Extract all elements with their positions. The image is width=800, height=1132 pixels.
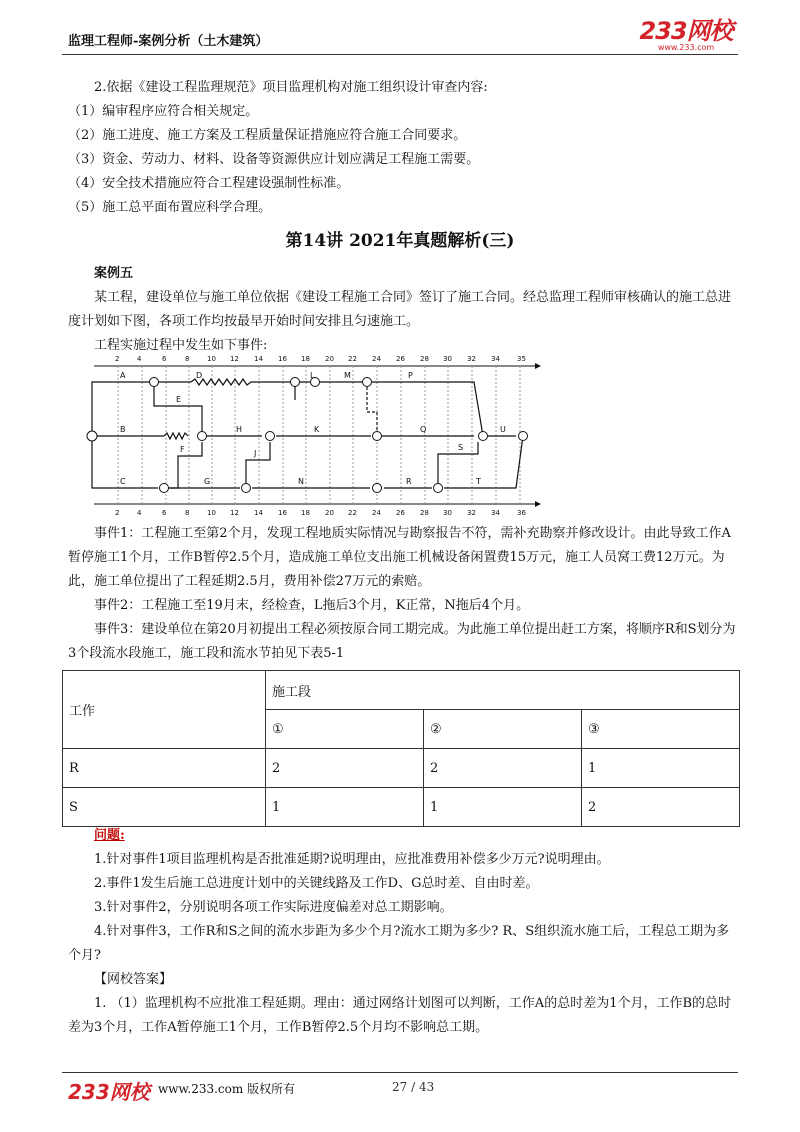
table-cell: 2	[582, 788, 740, 827]
top-tick: 10	[207, 355, 216, 363]
top-tick: 28	[420, 355, 429, 363]
bottom-tick: 6	[162, 509, 167, 517]
top-tick: 22	[348, 355, 357, 363]
page-number: 27 / 43	[392, 1080, 435, 1094]
top-tick: 18	[301, 355, 310, 363]
question-item: 3.针对事件2，分别说明各项工作实际进度偏差对总工期影响。	[94, 900, 453, 915]
table-row	[63, 749, 740, 788]
activity-label: J	[254, 449, 257, 458]
case-paragraph: 某工程，建设单位与施工单位依据《建设工程施工合同》签订了施工合同。经总监理工程师审核确认的施工总进度计划如下图，各项工作均按最早开始时间安排且匀速施工。	[68, 290, 732, 329]
top-tick: 16	[278, 355, 287, 363]
table-cell: 1	[582, 749, 740, 788]
header-divider	[62, 54, 738, 55]
question-item: 4.针对事件3，工作R和S之间的流水步距为多少个月?流水工期为多少? R、S组织流水施工后，工程总工期为多个月?	[68, 924, 730, 963]
activity-label: A	[120, 371, 126, 380]
bottom-tick: 18	[301, 509, 310, 517]
bottom-tick: 36	[517, 509, 526, 517]
answer-paragraph: 1. （1）监理机构不应批准工程延期。理由：通过网络计划图可以判断，工作A的总时差为1个月，工作B的总时差为3个月，工作A暂停施工1个月，工作B暂停2.5个月均不影响总工期。	[68, 996, 732, 1035]
footer-site: www.233.com 版权所有	[158, 1082, 296, 1096]
top-tick: 20	[325, 355, 334, 363]
top-tick: 30	[443, 355, 452, 363]
top-tick: 2	[115, 355, 120, 363]
top-tick: 8	[185, 355, 190, 363]
bottom-tick: 30	[443, 509, 452, 517]
intro-item: （2）施工进度、施工方案及工程质量保证措施应符合施工合同要求。	[68, 128, 467, 143]
intro-block	[68, 76, 738, 220]
activity-label: C	[120, 477, 126, 486]
top-tick: 12	[230, 355, 239, 363]
brand-logo[interactable]	[636, 18, 736, 52]
bottom-tick: 22	[348, 509, 357, 517]
event-nodes	[87, 378, 528, 493]
activity-label: E	[176, 395, 182, 404]
event-paragraph: 事件3：建设单位在第20月初提出工程必须按原合同工期完成。为此施工单位提出赶工方案，将顺序R和S划分为3个段流水段施工，施工段和流水节拍见下表5-1	[68, 622, 736, 661]
bottom-tick: 20	[325, 509, 334, 517]
activity-label: Q	[420, 425, 427, 434]
header-title: 监理工程师-案例分析（土木建筑）	[68, 34, 269, 49]
table-header-work: 工作	[63, 671, 266, 749]
activity-label: H	[236, 425, 243, 434]
logo-text: 233网校	[639, 17, 733, 45]
logo-url: www.233.com	[657, 43, 715, 52]
bottom-tick: 2	[115, 509, 120, 517]
top-tick: 14	[254, 355, 263, 363]
top-tick: 6	[162, 355, 167, 363]
case-paragraph: 工程实施过程中发生如下事件:	[94, 338, 268, 353]
intro-item: （1）编审程序应符合相关规定。	[68, 104, 259, 119]
top-tick: 35	[517, 355, 526, 363]
activity-label: U	[500, 425, 506, 434]
bottom-tick: 10	[207, 509, 216, 517]
activity-label: B	[120, 425, 126, 434]
activity-label: M	[344, 371, 351, 380]
event-paragraph: 事件2：工程施工至19月末，经检查，L拖后3个月，K正常，N拖后4个月。	[94, 598, 530, 613]
top-tick: 4	[137, 355, 142, 363]
activity-label: G	[204, 477, 211, 486]
bottom-tick: 12	[230, 509, 239, 517]
activity-label: L	[310, 371, 315, 380]
activity-label: R	[406, 477, 412, 486]
activity-label: D	[196, 371, 203, 380]
questions-label: 问题:	[94, 828, 125, 843]
footer-logo[interactable]: 233网校	[68, 1080, 150, 1104]
answer-label: 【网校答案】	[94, 972, 173, 987]
question-item: 2.事件1发生后施工总进度计划中的关键线路及工作D、G总时差、自由时差。	[94, 876, 539, 891]
table-header-segment: 施工段	[266, 671, 740, 710]
activity-label: F	[180, 445, 185, 454]
activity-arrows	[92, 379, 523, 488]
table-cell: 1	[424, 788, 582, 827]
questions-block	[68, 824, 738, 1040]
table-row	[63, 671, 740, 710]
table-cell: S	[63, 788, 266, 827]
events-block	[68, 522, 738, 666]
bottom-tick: 34	[491, 509, 500, 517]
top-tick: 32	[467, 355, 476, 363]
table-cell: R	[63, 749, 266, 788]
bottom-tick: 4	[137, 509, 142, 517]
intro-item: （4）安全技术措施应符合工程建设强制性标准。	[68, 176, 350, 191]
intro-line: 2.依据《建设工程监理规范》项目监理机构对施工组织设计审查内容:	[94, 80, 488, 95]
table-cell: 2	[424, 749, 582, 788]
bottom-tick: 28	[420, 509, 429, 517]
bottom-tick: 16	[278, 509, 287, 517]
section-title: 第14讲 2021年真题解析(三)	[285, 231, 515, 251]
bottom-tick: 14	[254, 509, 263, 517]
table-header-cell: ③	[582, 710, 740, 749]
activity-label: T	[476, 477, 481, 486]
table-cell: 1	[266, 788, 424, 827]
event-paragraph: 事件1：工程施工至第2个月，发现工程地质实际情况与勘察报告不符，需补充勘察并修改设计。由此导致工作A暂停施工1个月，工作B暂停2.5个月，造成施工单位支出施工机械设备闲置费15万元，施工人员窝工费12万元。为此，施工单位提出了工程延期2.5月，费用补偿27万元的索赔。	[68, 526, 731, 589]
case-block	[68, 262, 738, 358]
table-header-cell: ②	[424, 710, 582, 749]
table-row	[63, 788, 740, 827]
case-label: 案例五	[94, 266, 134, 281]
intro-item: （3）资金、劳动力、材料、设备等资源供应计划应满足工程施工需要。	[68, 152, 480, 167]
bottom-tick: 8	[185, 509, 190, 517]
table-header-cell: ①	[266, 710, 424, 749]
intro-item: （5）施工总平面布置应科学合理。	[68, 200, 272, 215]
table-5-1	[62, 670, 740, 827]
question-item: 1.针对事件1项目监理机构是否批准延期?说明理由，应批准费用补偿多少万元?说明理由。	[94, 852, 610, 867]
activity-label: N	[298, 477, 304, 486]
table-cell: 2	[266, 749, 424, 788]
activity-label: S	[458, 443, 464, 452]
activity-label: P	[408, 371, 413, 380]
bottom-tick: 32	[467, 509, 476, 517]
bottom-tick: 24	[372, 509, 381, 517]
footer-divider	[62, 1072, 738, 1073]
top-tick: 24	[372, 355, 381, 363]
activity-label: K	[314, 425, 320, 434]
top-tick: 34	[491, 355, 500, 363]
network-diagram	[86, 352, 546, 517]
top-tick: 26	[396, 355, 405, 363]
bottom-tick: 26	[396, 509, 405, 517]
